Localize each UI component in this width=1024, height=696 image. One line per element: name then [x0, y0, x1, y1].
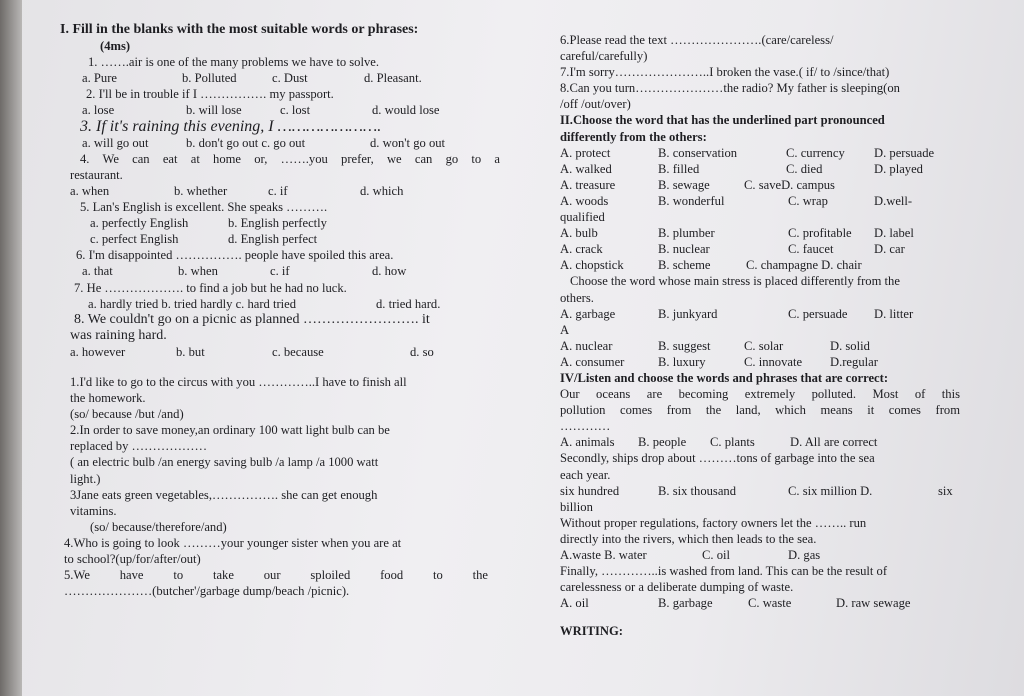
option: D. litter	[874, 306, 914, 321]
option: c. if	[270, 264, 290, 279]
right-column	[560, 33, 960, 639]
question-6-options	[60, 263, 500, 279]
sentence-3-choices: (so/ because/therefore/and)	[90, 519, 227, 534]
pronunciation-row-4-cont: qualified	[560, 210, 605, 225]
option: A.waste B. water	[560, 548, 647, 562]
option: C. faucet	[788, 242, 834, 257]
option: B. people	[638, 435, 687, 450]
question-2-options	[60, 102, 500, 118]
question-8: 8. We couldn't go on a picnic as planned ……………………. it	[74, 311, 430, 327]
option: a. that	[82, 264, 113, 279]
sentence-3: 3Jane eats green vegetables,……………. she can get enough	[70, 487, 378, 502]
listening-1: Our oceans are becoming extremely polluted. Most of this	[560, 387, 960, 402]
pronunciation-row-7	[560, 257, 960, 273]
option: A. crack	[560, 242, 603, 257]
stress-row-1	[560, 306, 960, 322]
sentence-4-cont: to school?(up/for/after/out)	[64, 552, 201, 566]
option: A. bulb	[560, 226, 598, 241]
option: d. Pleasant.	[364, 71, 422, 86]
section-3-title-cont: others.	[560, 290, 594, 305]
option: A. oil	[560, 596, 589, 611]
question-r6-cont: careful/carefully)	[560, 49, 648, 64]
sentence-1-choices: (so/ because /but /and)	[70, 407, 184, 422]
option: a. perfectly English	[90, 216, 189, 231]
sentence-1: 1.I'd like to go to the circus with you …………..I have to finish all	[70, 374, 407, 389]
section-4-title: IV/Listen and choose the words and phrases that are correct:	[560, 370, 889, 385]
question-3: 3. If it's raining this evening, I ………………….	[80, 118, 382, 135]
option: d. won't go out	[370, 135, 446, 150]
section-marks: (4ms)	[100, 39, 131, 54]
question-2: 2. I'll be in trouble if I ……………. my passport.	[86, 87, 334, 102]
option: D. solid	[830, 338, 870, 353]
question-4-cont: restaurant.	[70, 167, 123, 182]
option: B. sewage	[658, 177, 710, 192]
option: a. when	[70, 183, 110, 198]
option: c. because	[272, 344, 324, 359]
option: a. will go out	[82, 135, 149, 150]
section-3-title: Choose the word whose main stress is placed differently from the	[570, 274, 900, 289]
option: B. conservation	[658, 145, 738, 160]
stress-row-1-cont: A	[560, 322, 570, 337]
left-column	[60, 22, 500, 599]
sentence-1-cont: the homework.	[70, 391, 146, 406]
option: d. English perfect	[228, 232, 318, 247]
option: B. plumber	[658, 226, 715, 241]
option: C. profitable	[788, 226, 852, 241]
option: C. saveD. campus	[744, 177, 835, 192]
listening-4-options	[560, 595, 960, 611]
option: D. raw sewage	[836, 596, 911, 611]
pronunciation-row-3	[560, 177, 960, 193]
sentence-4: 4.Who is going to look ………your younger sister when you are at	[64, 535, 402, 550]
question-7: 7. He ………………. to find a job but he had no luck.	[74, 280, 347, 295]
option: c. if	[268, 183, 288, 198]
option: D. label	[874, 226, 914, 241]
option: d. how	[372, 264, 407, 279]
option: a. hardly tried b. tried hardly c. hard tried	[88, 296, 297, 311]
option: B. garbage	[658, 596, 713, 611]
question-r6: 6.Please read the text ………………….(care/careless/	[560, 33, 834, 47]
option: C. plants	[710, 435, 755, 450]
option: D. played	[874, 161, 923, 176]
question-1-options	[60, 70, 500, 86]
option: b. when	[178, 264, 218, 279]
option: C. persuade	[788, 306, 848, 321]
listening-3-cont: directly into the rivers, which then leads to the sea.	[560, 531, 817, 546]
question-r7: 7.I'm sorry…………………..I broken the vase.( if/ to /since/that)	[560, 65, 890, 80]
sentence-2-choices: ( an electric bulb /an energy saving bulb /a lamp /a 1000 watt	[70, 455, 379, 470]
option: A. protect	[560, 145, 611, 160]
question-8-options	[60, 344, 500, 360]
option: six	[938, 483, 953, 498]
page-edge-shadow	[0, 0, 22, 696]
pronunciation-row-4	[560, 193, 960, 209]
option: d. so	[410, 344, 434, 359]
question-5-options	[60, 215, 500, 231]
writing-heading: WRITING:	[560, 624, 623, 639]
option: c. lost	[280, 103, 311, 118]
option: b. English perfectly	[228, 216, 327, 231]
option: D. car	[874, 242, 905, 257]
option: b. will lose	[186, 103, 242, 118]
listening-4-cont: carelessness or a deliberate dumping of waste.	[560, 580, 794, 595]
question-4-options	[60, 183, 500, 199]
option: c. Dust	[272, 71, 308, 86]
option: c. perfect English	[90, 232, 179, 247]
option: A. treasure	[560, 177, 616, 192]
option: A. animals	[560, 435, 615, 450]
sentence-2: 2.In order to save money,an ordinary 100 watt light bulb can be	[70, 423, 390, 438]
listening-2-cont2: billion	[560, 499, 593, 514]
option: B. luxury	[658, 354, 706, 369]
option: B. nuclear	[658, 242, 710, 257]
listening-1-cont: pollution comes from the land, which means it comes from	[560, 403, 960, 418]
question-4: 4. We can eat at home or, …….you prefer, we can go to a	[80, 151, 500, 166]
listening-3: Without proper regulations, factory owners let the …….. run	[560, 515, 867, 530]
option: b. Polluted	[182, 71, 237, 86]
option: a. however	[70, 344, 126, 359]
option: C. six million D.	[788, 483, 873, 498]
option: b. but	[176, 344, 205, 359]
option: D. gas	[788, 548, 821, 562]
section-2-title-cont: differently from the others:	[560, 129, 707, 144]
pronunciation-row-1	[560, 145, 960, 161]
listening-1-blank: …………	[560, 419, 611, 434]
sentence-2-cont: replaced by ………………	[70, 439, 208, 454]
question-r8-cont: /off /out/over)	[560, 97, 631, 112]
option: D. All are correct	[790, 435, 878, 450]
listening-2-options	[560, 483, 960, 499]
pronunciation-row-2	[560, 161, 960, 177]
question-6: 6. I'm disappointed ……………. people have spoiled this area.	[76, 248, 394, 263]
option: B. six thousand	[658, 483, 737, 498]
option: a. lose	[82, 103, 115, 118]
option: C. champagne D. chair	[746, 258, 862, 273]
question-5-options	[60, 231, 500, 247]
option: A. chopstick	[560, 258, 624, 273]
option: B. scheme	[658, 258, 711, 273]
option: A. walked	[560, 161, 612, 176]
option: C. currency	[786, 145, 845, 160]
question-8-cont: was raining hard.	[70, 327, 167, 343]
sentence-5: 5.We have to take our sploiled food to the	[64, 568, 488, 583]
listening-4: Finally, …………..is washed from land. This can be the result of	[560, 564, 888, 579]
question-1: 1. …….air is one of the many problems we have to solve.	[88, 55, 379, 70]
option: d. which	[360, 183, 404, 198]
sentence-3-cont: vitamins.	[70, 503, 117, 518]
stress-row-2	[560, 338, 960, 354]
listening-1-options	[560, 434, 960, 450]
option: A. garbage	[560, 306, 616, 321]
question-r8: 8.Can you turn…………………the radio? My father is sleeping(on	[560, 81, 900, 96]
option: C. innovate	[744, 354, 803, 369]
option: D.well-	[874, 193, 913, 208]
option: C. solar	[744, 338, 784, 353]
sentence-2-choices-cont: light.)	[70, 471, 101, 486]
option: C. oil	[702, 548, 730, 562]
option: C. waste	[748, 596, 792, 611]
listening-2: Secondly, ships drop about ………tons of garbage into the sea	[560, 451, 875, 466]
option: A. woods	[560, 193, 609, 208]
option: A. nuclear	[560, 338, 613, 353]
option: b. whether	[174, 183, 228, 198]
option: A. consumer	[560, 354, 625, 369]
sentence-5-cont: …………………(butcher'/garbage dump/beach /picnic).	[64, 584, 350, 599]
listening-3-options	[560, 547, 960, 563]
option: a. Pure	[82, 71, 117, 86]
option: b. don't go out c. go out	[186, 135, 306, 150]
section-title: I. Fill in the blanks with the most suitable words or phrases:	[60, 22, 419, 37]
option: B. suggest	[658, 338, 711, 353]
option: D. persuade	[874, 145, 935, 160]
question-5: 5. Lan's English is excellent. She speaks ……….	[80, 200, 328, 215]
pronunciation-row-6	[560, 241, 960, 257]
question-7-options	[60, 296, 500, 312]
option: B. wonderful	[658, 193, 725, 208]
option: C. died	[786, 161, 823, 176]
option: D.regular	[830, 354, 878, 369]
option: d. would lose	[372, 103, 440, 118]
listening-2-cont: each year.	[560, 467, 611, 482]
option: B. junkyard	[658, 306, 718, 321]
option: six hundred	[560, 483, 620, 498]
option: d. tried hard.	[376, 296, 441, 311]
pronunciation-row-5	[560, 225, 960, 241]
section-2-title: II.Choose the word that has the underlined part pronounced	[560, 113, 885, 128]
stress-row-3	[560, 354, 960, 370]
option: C. wrap	[788, 193, 828, 208]
option: B. filled	[658, 161, 700, 176]
question-3-options	[60, 135, 500, 151]
